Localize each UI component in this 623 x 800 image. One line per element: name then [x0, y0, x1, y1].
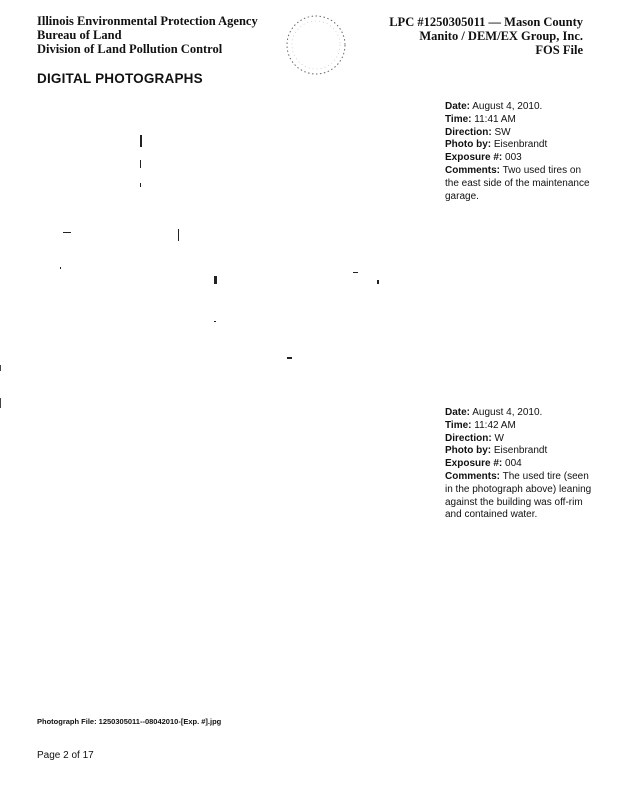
bureau-name: Bureau of Land — [37, 28, 122, 42]
division-name: Division of Land Pollution Control — [37, 42, 223, 56]
agency-seal-icon — [283, 12, 349, 78]
date-row: Date: August 4, 2010. — [445, 407, 543, 418]
scan-artifact — [214, 321, 216, 322]
comments-row: Comments: The used tire (seen in the photograph above) leaning against the building was off-rim and contained water. — [445, 470, 592, 521]
scan-artifact — [287, 357, 292, 359]
direction-row: Direction: SW — [445, 126, 511, 138]
site-header — [389, 15, 583, 57]
exposure-row: Exposure #: 003 — [445, 152, 522, 164]
time-row: Time: 11:41 AM — [445, 113, 516, 125]
scan-artifact — [178, 229, 179, 241]
scan-artifact — [140, 135, 142, 147]
direction-row: Direction: W — [445, 432, 504, 444]
agency-header — [37, 14, 258, 56]
page-title: DIGITAL PHOTOGRAPHS — [37, 71, 203, 86]
scan-artifact — [60, 267, 61, 269]
agency-name: Illinois Environmental Protection Agency — [37, 14, 258, 28]
time-row: Time: 11:42 AM — [445, 419, 516, 431]
photo-by-row: Photo by: Eisenbrandt — [445, 445, 548, 457]
scan-artifact — [377, 280, 379, 284]
lpc-number: LPC #1250305011 — Mason County — [389, 15, 583, 29]
photo-by-row: Photo by: Eisenbrandt — [445, 139, 548, 151]
scan-artifact — [0, 365, 1, 371]
scan-artifact — [214, 276, 217, 284]
photograph-file-name: Photograph File: 1250305011--08042010-[Exp. #].jpg — [37, 717, 222, 726]
comments-row: Comments: Two used tires on the east side of the maintenance garage. — [445, 164, 590, 202]
date-row: Date: August 4, 2010. — [445, 101, 543, 112]
scan-artifact — [353, 272, 358, 273]
file-type: FOS File — [535, 43, 583, 57]
scan-artifact — [63, 232, 71, 233]
scan-artifact — [140, 183, 141, 187]
photo-info-block — [445, 407, 595, 522]
scan-artifact — [0, 398, 1, 408]
exposure-row: Exposure #: 004 — [445, 458, 522, 470]
photo-info-block — [445, 101, 595, 203]
site-name: Manito / DEM/EX Group, Inc. — [419, 29, 583, 43]
scan-artifact — [140, 160, 141, 168]
page-number: Page 2 of 17 — [37, 750, 94, 761]
